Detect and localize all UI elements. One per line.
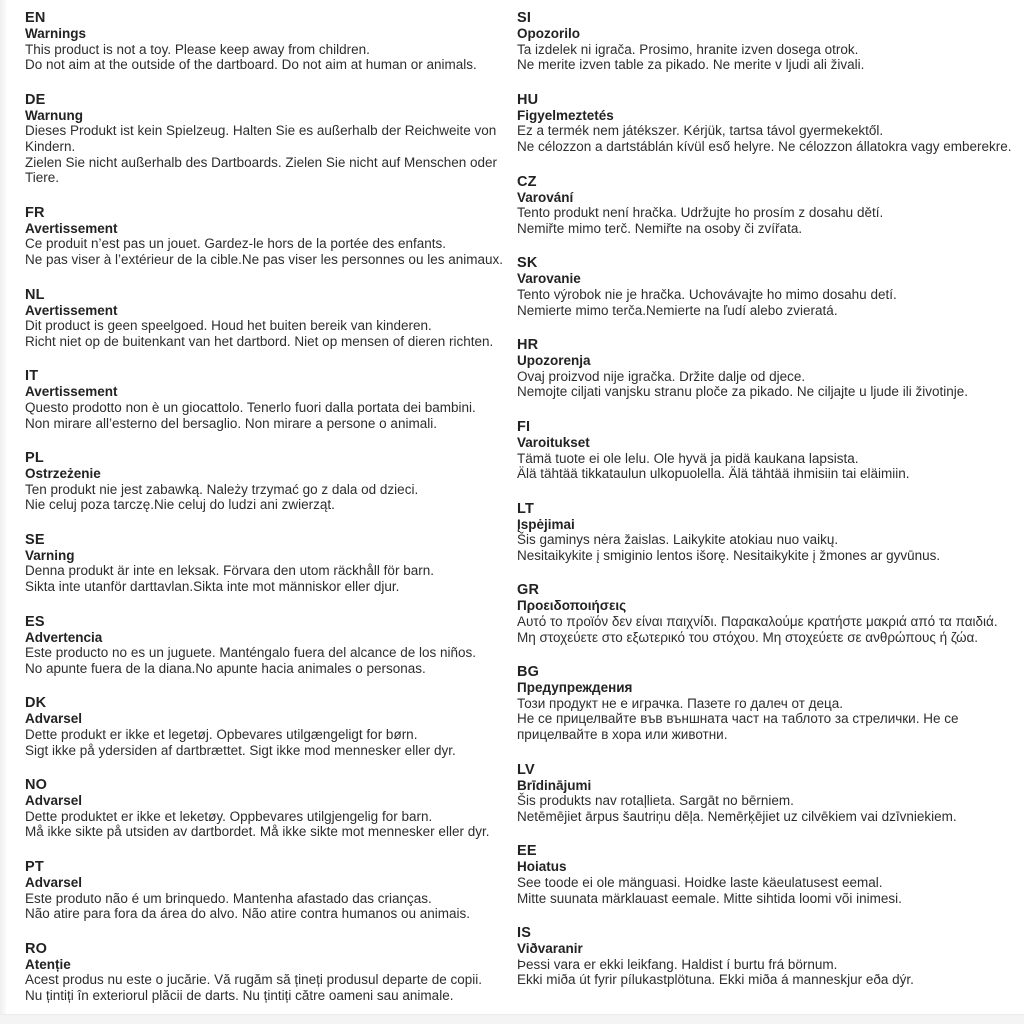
warning-section-pl	[25, 450, 503, 513]
language-code: NL	[25, 286, 45, 303]
language-code: SE	[25, 531, 45, 548]
warning-section-se	[25, 532, 503, 595]
warning-text-line: Não atire para fora da área do alvo. Não atire contra humanos ou animais.	[25, 906, 471, 922]
warning-text-line: Ten produkt nie jest zabawką. Należy trzymać go z dala od dzieci.	[25, 481, 419, 497]
warning-title: Figyelmeztetés	[517, 107, 614, 123]
warning-section-si	[517, 10, 1013, 73]
language-code: SK	[517, 255, 538, 272]
warning-section-en	[25, 10, 503, 73]
warning-section-sk	[517, 255, 1013, 318]
warning-text-line: Nu țintiți în exteriorul plăcii de darts. Nu țintiți către oameni sau animale.	[25, 987, 454, 1003]
warning-section-es	[25, 614, 503, 677]
language-code: PT	[25, 859, 44, 875]
warning-text-line: Mitte suunata märklauast eemale. Mitte sihtida loomi või inimesi.	[517, 890, 902, 906]
language-code: BG	[517, 664, 540, 681]
warning-text-line: Do not aim at the outside of the dartboard. Do not aim at human or animals.	[25, 57, 477, 73]
warning-text-line: Tento produkt není hračka. Udržujte ho prosím z dosahu dětí.	[517, 205, 884, 221]
language-code: CZ	[517, 173, 537, 190]
warning-section-nl	[25, 287, 503, 350]
warning-section-it	[25, 368, 503, 431]
warning-title: Varoitukset	[517, 434, 590, 450]
warning-section-de	[25, 92, 503, 186]
warning-title: Įspėjimai	[517, 516, 575, 532]
column-left	[25, 10, 503, 1023]
warning-section-fr	[25, 205, 503, 268]
warning-section-pt	[25, 859, 503, 922]
warning-text-line: Αυτό το προϊόν δεν είναι παιχνίδι. Παρακαλούμε κρατήστε μακριά από τα παιδιά.	[517, 614, 998, 630]
language-code: RO	[25, 940, 48, 957]
warning-section-ro	[25, 941, 503, 1004]
warning-title: Avertissement	[25, 220, 118, 236]
language-code: EN	[25, 10, 46, 26]
warning-text-line: Ne célozzon a dartstáblán kívül eső helyre. Ne célozzon állatokra vagy emberekre.	[517, 138, 1012, 154]
warning-title: Предупреждения	[517, 680, 633, 696]
warning-title: Advarsel	[25, 875, 83, 890]
warning-title: Viðvaranir	[517, 941, 583, 957]
warning-section-lt	[517, 501, 1013, 564]
warning-section-hu	[517, 92, 1013, 155]
warning-text-line: Sigt ikke på ydersiden af dartbrættet. Sigt ikke mod mennesker eller dyr.	[25, 742, 456, 758]
warning-section-lv	[517, 762, 1013, 825]
language-code: FR	[25, 204, 45, 221]
warning-title: Varování	[517, 189, 574, 205]
language-code: PL	[25, 450, 44, 467]
warning-title: Advarsel	[25, 793, 83, 809]
warning-title: Varning	[25, 547, 75, 563]
warning-text-line: Не се прицелвайте във външната част на таблото за стрелички. Не се прицелвайте в хора или животни.	[517, 711, 959, 743]
warning-text-line: Nie celuj poza tarczę.Nie celuj do ludzi ani zwierząt.	[25, 497, 335, 513]
warning-text-line: Šis produkts nav rotaļlieta. Sargāt no bērniem.	[517, 793, 794, 809]
warning-title: Hoiatus	[517, 859, 567, 875]
language-code: IT	[25, 368, 39, 385]
warning-text-line: Acest produs nu este o jucărie. Vă rugăm să țineți produsul departe de copii.	[25, 972, 483, 988]
warning-text-line: Ez a termék nem játékszer. Kérjük, tartsa távol gyermekektől.	[517, 123, 884, 139]
warning-text-line: Zielen Sie nicht außerhalb des Dartboards. Zielen Sie nicht auf Menschen oder Tiere.	[25, 154, 498, 186]
warning-title: Atenție	[25, 956, 71, 972]
warning-text-line: Netēmējiet ārpus šautriņu dēļa. Nemērķējiet uz cilvēkiem vai dzīvniekiem.	[517, 808, 957, 824]
warning-text-line: Non mirare all’esterno del bersaglio. Non mirare a persone o animali.	[25, 415, 437, 431]
language-code: LT	[517, 500, 535, 517]
warning-section-no	[25, 777, 503, 840]
warning-text-line: Þessi vara er ekki leikfang. Haldist í burtu frá börnum.	[517, 956, 838, 972]
warning-text-line: Sikta inte utanför darttavlan.Sikta inte mot människor eller djur.	[25, 579, 400, 595]
warning-text-line: Dette produkt er ikke et legetøj. Opbevares utilgængeligt for børn.	[25, 727, 418, 743]
warning-text-line: Ce produit n’est pas un jouet. Gardez-le hors de la portée des enfants.	[25, 236, 447, 252]
warning-text-line: Denna produkt är inte en leksak. Förvara den utom räckhåll för barn.	[25, 563, 434, 579]
warning-title: Brīdinājumi	[517, 777, 592, 793]
warning-text-line: Må ikke sikte på utsiden av dartbordet. Må ikke sikte mot mennesker eller dyr.	[25, 824, 490, 840]
warning-section-fi	[517, 419, 1013, 482]
language-code: SI	[517, 10, 532, 26]
warning-text-line: Tämä tuote ei ole lelu. Ole hyvä ja pidä kaukana lapsista.	[517, 450, 859, 466]
language-code: NO	[25, 777, 48, 794]
warning-section-bg	[517, 664, 1013, 742]
warning-text-line: Nesitaikykite į smiginio lentos išorę. Nesitaikykite į žmones ar gyvūnus.	[517, 547, 941, 563]
language-code: DK	[25, 695, 47, 712]
warning-text-line: Nemierte mimo terča.Nemierte na ľudí alebo zvieratá.	[517, 302, 838, 318]
warning-title: Avertissement	[25, 384, 118, 400]
warning-text-line: Dette produktet er ikke et leketøy. Oppbevares utilgjengelig for barn.	[25, 808, 433, 824]
warning-text-line: Nemojte ciljati vanjsku stranu ploče za pikado. Ne ciljajte u ljude ili životinje.	[517, 384, 968, 400]
warning-text-line: Nemiřte mimo terč. Nemiřte na osoby či zvířata.	[517, 220, 803, 236]
warning-section-is	[517, 925, 1013, 988]
warning-text-line: Ne pas viser à l’extérieur de la cible.Ne pas viser les personnes ou les animaux.	[25, 251, 503, 267]
warning-text-line: Älä tähtää tikkataulun ulkopuolella. Älä tähtää ihmisiin tai eläimiin.	[517, 466, 910, 482]
language-code: HR	[517, 337, 539, 354]
warning-text-line: Този продукт не е играчка. Пазете го далеч от деца.	[517, 695, 844, 711]
warning-text-line: Μη στοχεύετε στο εξωτερικό του στόχου. Μη στοχεύετε σε ανθρώπους ή ζώα.	[517, 629, 979, 645]
warning-text-line: Questo prodotto non è un giocattolo. Tenerlo fuori dalla portata dei bambini.	[25, 399, 476, 415]
language-code: GR	[517, 582, 540, 599]
warning-title: Warnings	[25, 26, 87, 41]
warning-title: Warnung	[25, 107, 83, 123]
warning-text-line: Este producto no es un juguete. Manténgalo fuera del alcance de los niños.	[25, 645, 477, 661]
warning-section-hr	[517, 337, 1013, 400]
language-code: EE	[517, 843, 537, 860]
column-right	[517, 10, 1013, 1007]
warning-text-line: Šis gaminys nėra žaislas. Laikykite atokiau nuo vaikų.	[517, 532, 839, 548]
warning-title: Upozorenja	[517, 353, 591, 369]
warning-text-line: This product is not a toy. Please keep away from children.	[25, 41, 370, 57]
warning-text-line: Ekki miða út fyrir pílukastplötuna. Ekki miða á manneskjur eða dýr.	[517, 972, 914, 988]
warning-section-gr	[517, 582, 1013, 645]
warning-title: Ostrzeżenie	[25, 466, 101, 482]
warning-title: Προειδοποιήσεις	[517, 598, 627, 614]
language-code: LV	[517, 761, 535, 778]
language-code: ES	[25, 613, 45, 630]
warning-section-ee	[517, 843, 1013, 906]
warning-text-line: No apunte fuera de la diana.No apunte hacia animales o personas.	[25, 660, 426, 676]
warning-title: Varovanie	[517, 271, 581, 287]
language-code: DE	[25, 91, 46, 108]
warning-section-cz	[517, 174, 1013, 237]
warning-text-line: Ta izdelek ni igrača. Prosimo, hranite izven dosega otrok.	[517, 41, 859, 57]
warning-section-dk	[25, 695, 503, 758]
warning-text-line: Tento výrobok nie je hračka. Uchovávajte ho mimo dosahu detí.	[517, 286, 897, 302]
warning-title: Opozorilo	[517, 26, 580, 41]
warning-title: Advarsel	[25, 711, 83, 727]
warning-text-line: Dit product is geen speelgoed. Houd het buiten bereik van kinderen.	[25, 318, 432, 334]
page-bottom-edge	[0, 1014, 1024, 1024]
warning-title: Avertissement	[25, 302, 118, 318]
warning-title: Advertencia	[25, 629, 103, 645]
warning-text-line: Richt niet op de buitenkant van het dartbord. Niet op mensen of dieren richten.	[25, 333, 494, 349]
warning-text-line: Dieses Produkt ist kein Spielzeug. Halten Sie es außerhalb der Reichweite von Kindern.	[25, 123, 497, 154]
warning-text-line: Este produto não é um brinquedo. Mantenha afastado das crianças.	[25, 890, 432, 906]
page-left-edge	[0, 0, 6, 1024]
warning-text-line: Ne merite izven table za pikado. Ne merite v ljudi ali živali.	[517, 57, 865, 73]
warning-text-line: See toode ei ole mänguasi. Hoidke laste käeulatusest eemal.	[517, 875, 883, 890]
language-code: HU	[517, 91, 539, 108]
language-code: FI	[517, 418, 531, 435]
warning-text-line: Ovaj proizvod nije igračka. Držite dalje od djece.	[517, 368, 806, 384]
language-code: IS	[517, 925, 532, 942]
